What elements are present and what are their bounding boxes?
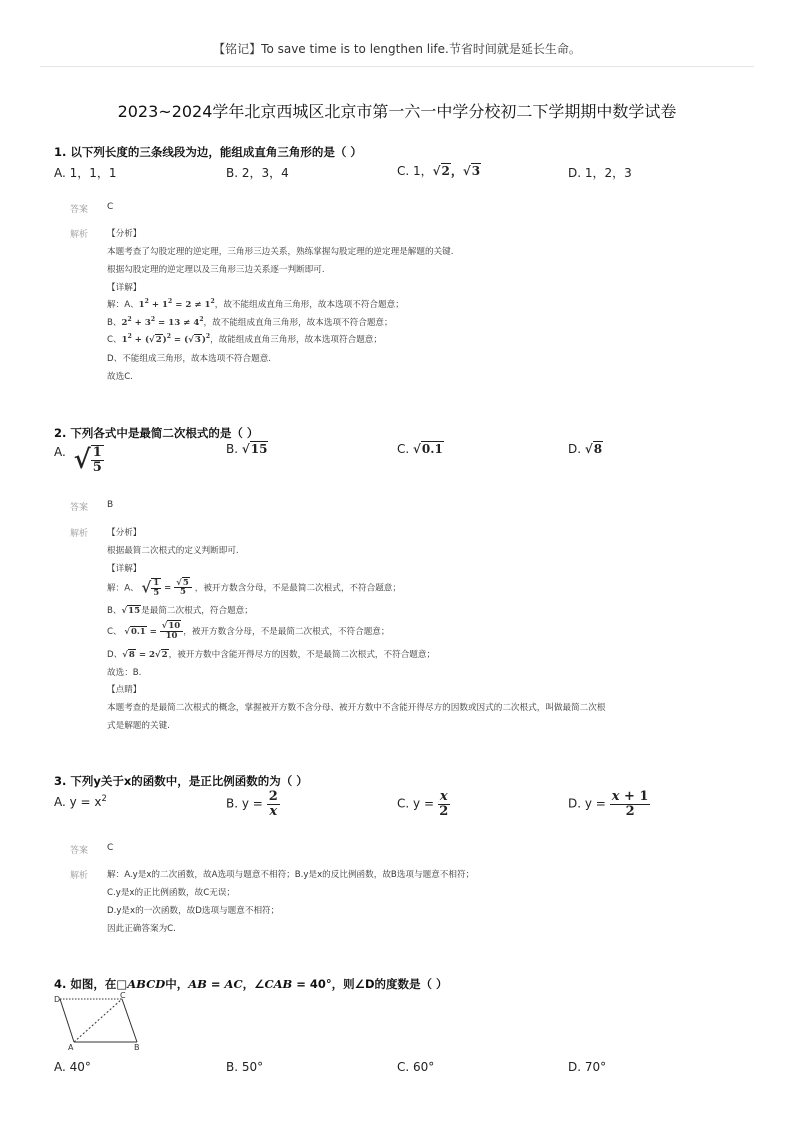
q3-sol-line: 因此正确答案为C. [107, 924, 176, 934]
q4-label-b: B [134, 1043, 140, 1052]
q2-sol-line: C、 √0.1 = $\frac{√10}{10}$ ，被开方数含分母，不是最简二次根式，不符合题意； [107, 621, 390, 641]
q1-option-a: A. 1，1，1 [54, 166, 117, 180]
q2-sol-line: 【详解】 [107, 564, 142, 574]
q3-answer-label: 答案 [70, 846, 89, 856]
q3-sol-line: C.y是x的正比例函数，故C无误； [107, 888, 236, 898]
q4-label-c: C [120, 992, 126, 1000]
q2-stem: 2. 下列各式中是最简二次根式的是（ ） [54, 426, 259, 440]
q2-answer-label: 答案 [70, 503, 89, 513]
q1-sol-line: 解：A、$1^2 + 1^2 = 2 \ne 1^2$，故不能组成直角三角形，故本选项不符合题意； [107, 298, 404, 310]
page-title: 2023~2024学年北京西城区北京市第一六一中学分校初二下学期期中数学试卷 [117, 102, 677, 121]
q4-option-d: D. 70° [568, 1060, 607, 1074]
q2-sol-line: 本题考查的是最简二次根式的概念，掌握被开方数不含分母、被开方数中不含能开得尽方的因数或因式的二次根式，叫做最简二次根 [107, 703, 606, 713]
q2-sol-line: D、√8 = 2√2，被开方数中含能开得尽方的因数，不是最简二次根式，不符合题意； [107, 650, 436, 660]
q1-sol-line: 本题考查了勾股定理的逆定理，三角形三边关系，熟练掌握勾股定理的逆定理是解题的关键. [107, 247, 454, 257]
q3-option-d: D. y = $\frac{x + 1}{2}$ [568, 789, 649, 819]
q1-analysis-label: 解析 [70, 230, 89, 240]
q2-sol-line: 故选：B. [107, 668, 142, 678]
q4-label-d: D [54, 995, 61, 1004]
q2-sol-line: B、√15是最简二次根式，符合题意； [107, 606, 253, 616]
q1-sol-line: 【分析】 [107, 229, 142, 239]
q3-answer: C [107, 843, 114, 853]
q1-sol-line: B、$2^2 + 3^2 = 13 \ne 4^2$，故不能组成直角三角形，故本选项不符合题意； [107, 316, 393, 328]
q1-stem: 1. 以下列长度的三条线段为边，能组成直角三角形的是（ ） [54, 145, 362, 159]
q2-sol-line: 【分析】 [107, 528, 142, 538]
q2-option-d: D. √8 [568, 442, 603, 456]
q2-sol-line: 根据最简二次根式的定义判断即可. [107, 546, 239, 556]
q3-option-b: B. y = $\frac{2}{x}$ [226, 789, 278, 819]
q1-answer: C [107, 202, 114, 212]
q1-option-d: D. 1，2，3 [568, 166, 632, 180]
q3-stem: 3. 下列y关于x的函数中，是正比例函数的为（ ） [54, 774, 308, 788]
q2-sol-line: 【点睛】 [107, 685, 142, 695]
q3-option-a: A. $y = x^2$ [54, 793, 107, 809]
q1-option-b: B. 2，3，4 [226, 166, 289, 180]
q1-sol-line: 故选C. [107, 372, 133, 382]
q2-answer: B [107, 500, 114, 510]
q2-option-b: B. √15 [226, 442, 268, 456]
header-note: 【铭记】To save time is to lengthen life.节省时间就是延长生命。 [213, 42, 581, 56]
q1-sol-line: 【详解】 [107, 283, 142, 293]
q1-sol-line: 根据勾股定理的逆定理以及三角形三边关系逐一判断即可. [107, 265, 325, 275]
q2-sol-line: 解：A、 √ $\frac{1}{5}$ = $\frac{√5}{5}$ ，被开方数含分母，不是最简二次根式，不符合题意； [107, 577, 401, 598]
q4-option-c: C. 60° [397, 1060, 435, 1074]
q3-sol-line: 解：A.y是x的二次函数，故A选项与题意不相符；B.y是x的反比例函数，故B选项与题意不相符； [107, 870, 475, 880]
q1-sol-line: D、不能组成三角形，故本选项不符合题意. [107, 354, 272, 364]
header-divider [40, 66, 754, 67]
q3-sol-line: D.y是x的一次函数，故D选项与题意不相符； [107, 906, 280, 916]
q1-sol-line: C、$1^2 + (√2)^2 = (√3)^2$，故能组成直角三角形，故本选项符合题意； [107, 333, 382, 345]
q4-parallelogram-figure [50, 992, 150, 1054]
q2-analysis-label: 解析 [70, 529, 89, 539]
q2-option-a: A. √ $\frac{1}{5}$ [54, 445, 102, 475]
q4-option-a: A. 40° [54, 1060, 91, 1074]
q4-option-b: B. 50° [226, 1060, 264, 1074]
q2-sol-line: 式是解题的关键. [107, 721, 170, 731]
q2-option-c: C. √0.1 [397, 442, 443, 456]
q3-option-c: C. y = $\frac{x}{2}$ [397, 789, 449, 819]
q1-answer-label: 答案 [70, 205, 89, 215]
q4-stem: 4. 如图，在□ABCD中，AB = AC，∠CAB = 40°，则∠D的度数是（ ） [54, 977, 448, 991]
q4-label-a: A [68, 1043, 74, 1052]
q1-option-c: C. 1，√2，√3 [397, 164, 481, 178]
q3-analysis-label: 解析 [70, 871, 89, 881]
